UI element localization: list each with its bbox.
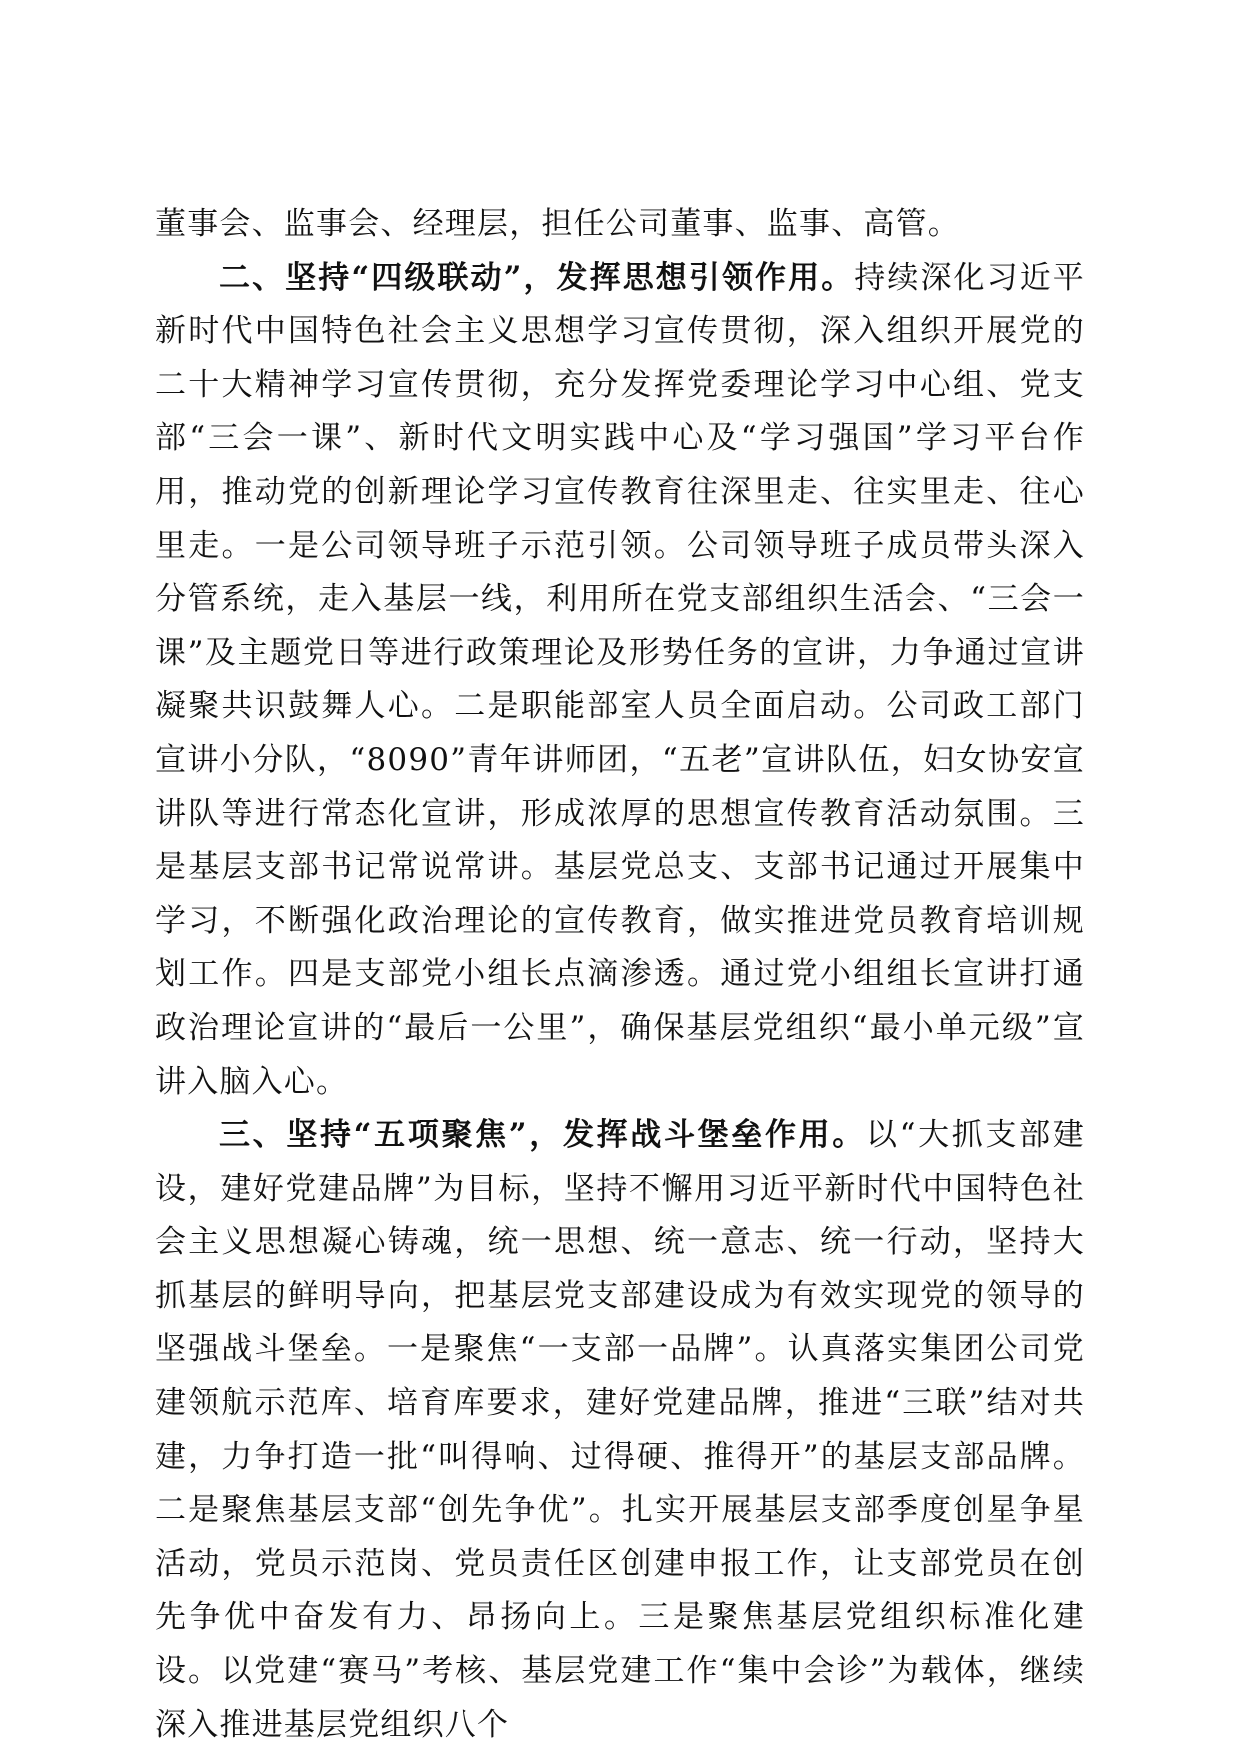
paragraph-section-three [155, 1109, 1085, 1752]
document-body [155, 198, 1085, 1752]
section-heading: 三、坚持“五项聚焦”，发挥战斗堡垒作用。 [219, 1117, 866, 1154]
paragraph-section-two [155, 252, 1085, 1110]
section-heading: 二、坚持“四级联动”，发挥思想引领作用。 [219, 259, 855, 296]
paragraph-continuation [155, 198, 1085, 252]
paragraph-text: 董事会、监事会、经理层，担任公司董事、监事、高管。 [155, 206, 960, 242]
paragraph-text: 以“大抓支部建设，建好党建品牌”为目标，坚持不懈用习近平新时代中国特色社会主义思想凝心铸魂，统一思想、统一意志、统一行动，坚持大抓基层的鲜明导向，把基层党支部建设成为有效实现党的领导的坚强战斗堡垒。一是聚焦“一支部一品牌”。认真落实集团公司党建领航示范库、培育库要求，建好党建品牌，推进“三联”结对共建，力争打造一批“叫得响、过得硬、推得开”的基层支部品牌。二是聚焦基层支部“创先争优”。扎实开展基层支部季度创星争星活动，党员示范岗、党员责任区创建申报工作，让支部党员在创先争优中奋发有力、昂扬向上。三是聚焦基层党组织标准化建设。以党建“赛马”考核、基层党建工作“集中会诊”为载体，继续深入推进基层党组织八个 [155, 1117, 1085, 1743]
paragraph-text: 持续深化习近平新时代中国特色社会主义思想学习宣传贯彻，深入组织开展党的二十大精神学习宣传贯彻，充分发挥党委理论学习中心组、党支部“三会一课”、新时代文明实践中心及“学习强国”学习平台作用，推动党的创新理论学习宣传教育往深里走、往实里走、往心里走。一是公司领导班子示范引领。公司领导班子成员带头深入分管系统，走入基层一线，利用所在党支部组织生活会、“三会一课”及主题党日等进行政策理论及形势任务的宣讲，力争通过宣讲凝聚共识鼓舞人心。二是职能部室人员全面启动。公司政工部门宣讲小分队，“8090”青年讲师团，“五老”宣讲队伍，妇女协安宣讲队等进行常态化宣讲，形成浓厚的思想宣传教育活动氛围。三是基层支部书记常说常讲。基层党总支、支部书记通过开展集中学习，不断强化政治理论的宣传教育，做实推进党员教育培训规划工作。四是支部党小组长点滴渗透。通过党小组组长宣讲打通政治理论宣讲的“最后一公里”，确保基层党组织“最小单元级”宣讲入脑入心。 [155, 259, 1085, 1100]
